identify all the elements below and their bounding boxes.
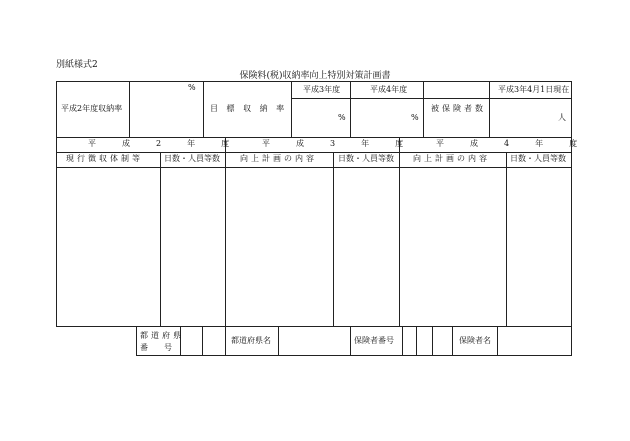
footer-divider: [225, 326, 226, 356]
footer-divider: [452, 326, 453, 356]
insurer-number-label: 保険者番号: [354, 336, 394, 345]
column-header-days-people-2: 日数・人員等数: [338, 154, 394, 163]
footer-divider: [136, 326, 137, 356]
column-header-plan-4: 向上計画の内容: [413, 154, 490, 163]
insurer-number-digit-1[interactable]: [403, 327, 416, 355]
summary-row-bottom: [56, 137, 572, 138]
year-header-h3: 平成3年度: [262, 139, 430, 148]
column-header-current-system: 現行徴収体制等: [66, 154, 143, 163]
fy4-label: 平成4年度: [370, 85, 408, 94]
fy3-label: 平成3年度: [303, 85, 341, 94]
insurer-number-digit-2[interactable]: [417, 327, 432, 355]
insurer-name-label: 保険者名: [459, 336, 491, 345]
as-of-date-label: 平成3年4月1日現在: [498, 85, 570, 94]
summary-divider: [203, 81, 204, 138]
fy3-unit: %: [338, 113, 346, 122]
days-people-2-entry-area[interactable]: [334, 168, 399, 326]
year-header-h2: 平成2年度: [88, 139, 256, 148]
footer-divider: [350, 326, 351, 356]
plan-form-table: [56, 81, 604, 356]
pref-name-field[interactable]: [279, 327, 350, 355]
days-people-3-entry-area[interactable]: [507, 168, 571, 326]
days-people-1-entry-area[interactable]: [161, 168, 225, 326]
insured-count-label: 被保険者数: [431, 104, 486, 113]
current-system-entry-area[interactable]: [57, 168, 160, 326]
column-header-days-people-3: 日数・人員等数: [510, 154, 566, 163]
year-header-bottom: [56, 152, 572, 153]
column-header-plan-3: 向上計画の内容: [240, 154, 317, 163]
summary-divider: [350, 81, 351, 138]
prev-year-rate-unit: %: [188, 83, 196, 92]
pref-number-digit-2[interactable]: [203, 327, 225, 355]
plan-3-entry-area[interactable]: [226, 168, 333, 326]
summary-divider: [291, 81, 292, 138]
summary-divider: [489, 81, 490, 138]
pref-name-label: 都道府県名: [231, 336, 271, 345]
pref-number-digit-1[interactable]: [181, 327, 202, 355]
insurer-name-field[interactable]: [498, 327, 571, 355]
summary-divider: [129, 81, 130, 138]
table-border-right: [571, 81, 572, 356]
fy4-unit: %: [411, 113, 419, 122]
pref-number-label-line1: 都道府県: [140, 331, 184, 340]
plan-4-entry-area[interactable]: [400, 168, 506, 326]
insurer-number-digit-3[interactable]: [433, 327, 452, 355]
table-border-top: [56, 81, 572, 82]
column-header-days-people-1: 日数・人員等数: [164, 154, 220, 163]
insured-unit: 人: [558, 113, 566, 122]
year-header-h4: 平成4年度: [436, 139, 604, 148]
summary-divider: [423, 81, 424, 138]
target-rate-label: 目 標 収 納 率: [210, 104, 288, 113]
document-title: 保険料(税)収納率向上特別対策計画書: [239, 71, 391, 81]
prev-year-rate-label: 平成2年度収納率: [61, 104, 123, 113]
pref-number-label-line2: 番 号: [140, 343, 172, 352]
form-label: 別紙様式2: [56, 60, 98, 70]
fy-subheader-line: [291, 98, 572, 99]
